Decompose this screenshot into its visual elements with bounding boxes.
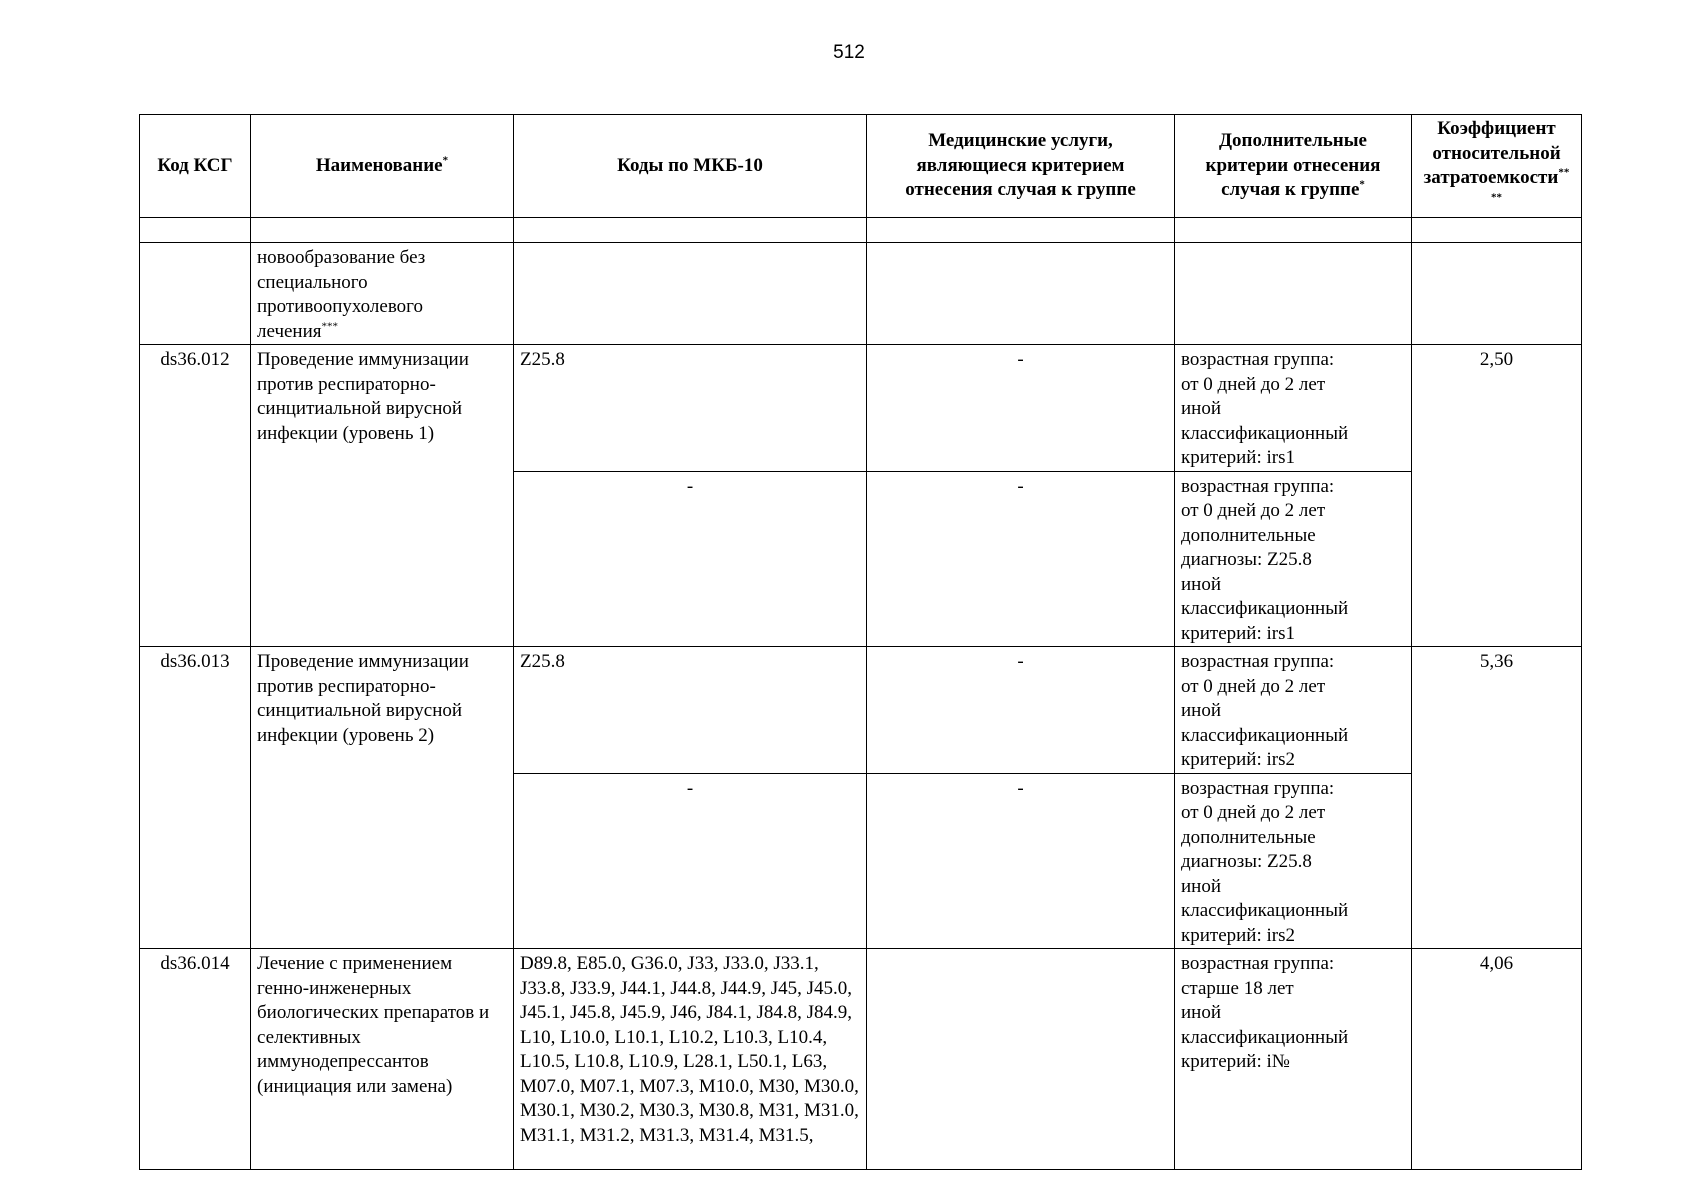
table-row bbox=[140, 647, 1582, 774]
cost-coefficient: 5,36 bbox=[1412, 647, 1582, 949]
ksg-name: Лечение с применением генно-инженерных биологических препаратов и селективных иммунодепрессантов (инициация или замена) bbox=[251, 949, 514, 1170]
header-mkb: Коды по МКБ-10 bbox=[514, 115, 867, 218]
page-number: 512 bbox=[833, 42, 865, 63]
medical-services bbox=[867, 949, 1175, 1170]
medical-services: - bbox=[867, 773, 1175, 949]
header-extra: Дополнительные критерии отнесения случая к группе* bbox=[1175, 115, 1412, 218]
extra-criteria: возрастная группа: старше 18 лет иной классификационный критерий: i№ bbox=[1175, 949, 1412, 1170]
ksg-code: ds36.014 bbox=[140, 949, 251, 1170]
table-row-continuation bbox=[140, 243, 1582, 345]
header-name: Наименование* bbox=[251, 115, 514, 218]
header-coeff: Коэффициент относительной затратоемкости** ** bbox=[1412, 115, 1582, 218]
continuation-footnote-mark: *** bbox=[321, 320, 339, 333]
header-coeff-footnote-mark-2: ** bbox=[1491, 191, 1502, 204]
header-coeff-footnote-mark: ** bbox=[1558, 166, 1570, 179]
header-extra-footnote-mark: * bbox=[1359, 178, 1365, 191]
medical-services: - bbox=[867, 471, 1175, 647]
table-row bbox=[140, 949, 1582, 1170]
ksg-code: ds36.012 bbox=[140, 345, 251, 647]
ksg-name: Проведение иммунизации против респираторно-синцитиальной вирусной инфекции (уровень 1) bbox=[251, 345, 514, 647]
medical-services: - bbox=[867, 345, 1175, 472]
cost-coefficient: 2,50 bbox=[1412, 345, 1582, 647]
table-row bbox=[140, 345, 1582, 472]
medical-services: - bbox=[867, 647, 1175, 774]
ksg-code: ds36.013 bbox=[140, 647, 251, 949]
cost-coefficient: 4,06 bbox=[1412, 949, 1582, 1170]
ksg-name: Проведение иммунизации против респираторно-синцитиальной вирусной инфекции (уровень 2) bbox=[251, 647, 514, 949]
continuation-name: новообразование без специального противоопухолевого лечения*** bbox=[251, 243, 514, 345]
mkb-codes: - bbox=[514, 773, 867, 949]
table-header-row bbox=[140, 115, 1582, 218]
header-name-footnote-mark: * bbox=[442, 154, 449, 167]
extra-criteria: возрастная группа: от 0 дней до 2 лет иной классификационный критерий: irs2 bbox=[1175, 647, 1412, 774]
extra-criteria: возрастная группа: от 0 дней до 2 лет дополнительные диагнозы: Z25.8 иной классификационный критерий: irs1 bbox=[1175, 471, 1412, 647]
extra-criteria: возрастная группа: от 0 дней до 2 лет иной классификационный критерий: irs1 bbox=[1175, 345, 1412, 472]
table-spacer-row bbox=[140, 218, 1582, 243]
mkb-codes: D89.8, E85.0, G36.0, J33, J33.0, J33.1, J33.8, J33.9, J44.1, J44.8, J44.9, J45, J45.0, J45.1, J45.8, J45.9, J46, J84.1, J84.8, J84.9, L10, L10.0, L10.1, L10.2, L10.3, L10.4, L10.5, L10.8, L10.9, L28.1, L50.1, L63, M07.0, M07.1, M07.3, M10.0, M30, M30.0, M30.1, M30.2, M30.3, M30.8, M31, M31.0, M31.1, M31.2, M31.3, M31.4, M31.5, bbox=[514, 949, 867, 1170]
extra-criteria: возрастная группа: от 0 дней до 2 лет дополнительные диагнозы: Z25.8 иной классификационный критерий: irs2 bbox=[1175, 773, 1412, 949]
mkb-codes: Z25.8 bbox=[514, 345, 867, 472]
mkb-codes: - bbox=[514, 471, 867, 647]
mkb-codes: Z25.8 bbox=[514, 647, 867, 774]
ksg-table bbox=[139, 114, 1582, 1170]
header-code: Код КСГ bbox=[140, 115, 251, 218]
header-services: Медицинские услуги, являющиеся критерием отнесения случая к группе bbox=[867, 115, 1175, 218]
